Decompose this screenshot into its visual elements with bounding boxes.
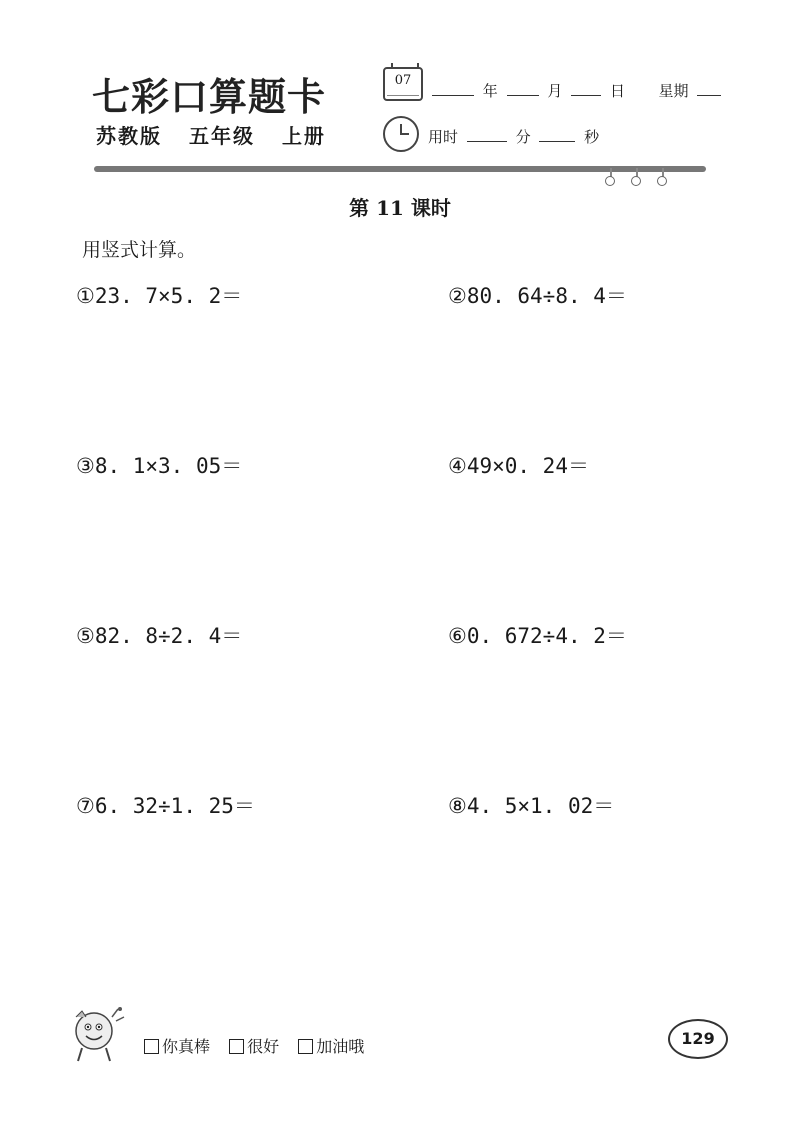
problem-1: ①23. 7×5. 2＝ bbox=[76, 284, 243, 308]
day-label: 日 bbox=[609, 82, 625, 100]
seconds-blank[interactable] bbox=[539, 127, 575, 142]
lesson-title: 第 11 课时 bbox=[349, 196, 451, 220]
problem-4: ④49×0. 24＝ bbox=[448, 454, 589, 478]
year-label: 年 bbox=[482, 82, 498, 100]
calendar-icon bbox=[383, 67, 423, 101]
month-blank[interactable] bbox=[507, 81, 539, 96]
rating-keep-going-label: 加油哦 bbox=[316, 1037, 365, 1056]
problem-7: ⑦6. 32÷1. 25＝ bbox=[76, 794, 255, 818]
day-blank[interactable] bbox=[571, 81, 601, 96]
edition-grade: 五年级 bbox=[188, 124, 255, 148]
minutes-label: 分 bbox=[515, 128, 531, 146]
elapsed-label: 用时 bbox=[428, 128, 459, 146]
edition-volume: 上册 bbox=[281, 124, 326, 148]
rating-good-label: 很好 bbox=[247, 1037, 280, 1056]
problem-8: ⑧4. 5×1. 02＝ bbox=[448, 794, 615, 818]
divider-ornament bbox=[605, 176, 615, 186]
time-fields bbox=[428, 126, 599, 147]
divider-ornament bbox=[657, 176, 667, 186]
checkbox-icon[interactable] bbox=[144, 1039, 159, 1054]
mascot-icon bbox=[68, 1003, 128, 1065]
checkbox-icon[interactable] bbox=[229, 1039, 244, 1054]
problem-6: ⑥0. 672÷4. 2＝ bbox=[448, 624, 627, 648]
rating-keep-going[interactable] bbox=[298, 1034, 364, 1057]
divider-ornament bbox=[631, 176, 641, 186]
weekday-blank[interactable] bbox=[697, 81, 721, 96]
rating-good[interactable] bbox=[229, 1034, 279, 1057]
rating-great[interactable] bbox=[144, 1034, 210, 1057]
weekday-label: 星期 bbox=[658, 82, 689, 100]
clock-icon bbox=[383, 116, 419, 152]
month-label: 月 bbox=[547, 82, 563, 100]
problem-3: ③8. 1×3. 05＝ bbox=[76, 454, 243, 478]
instruction-text: 用竖式计算。 bbox=[82, 239, 197, 261]
page-number: 129 bbox=[668, 1019, 728, 1059]
checkbox-icon[interactable] bbox=[298, 1039, 313, 1054]
date-fields bbox=[428, 80, 725, 101]
edition-info bbox=[96, 120, 344, 149]
edition-publisher: 苏教版 bbox=[96, 124, 162, 148]
calendar-icon-number: 07 bbox=[394, 73, 412, 88]
problem-5: ⑤82. 8÷2. 4＝ bbox=[76, 624, 243, 648]
rating-great-label: 你真棒 bbox=[162, 1037, 211, 1056]
brand-title: 七彩口算题卡 bbox=[92, 74, 327, 119]
problem-2: ②80. 64÷8. 4＝ bbox=[448, 284, 627, 308]
minutes-blank[interactable] bbox=[467, 127, 507, 142]
seconds-label: 秒 bbox=[584, 128, 600, 146]
year-blank[interactable] bbox=[432, 81, 474, 96]
self-rating bbox=[144, 1034, 378, 1057]
header-divider bbox=[94, 166, 706, 172]
